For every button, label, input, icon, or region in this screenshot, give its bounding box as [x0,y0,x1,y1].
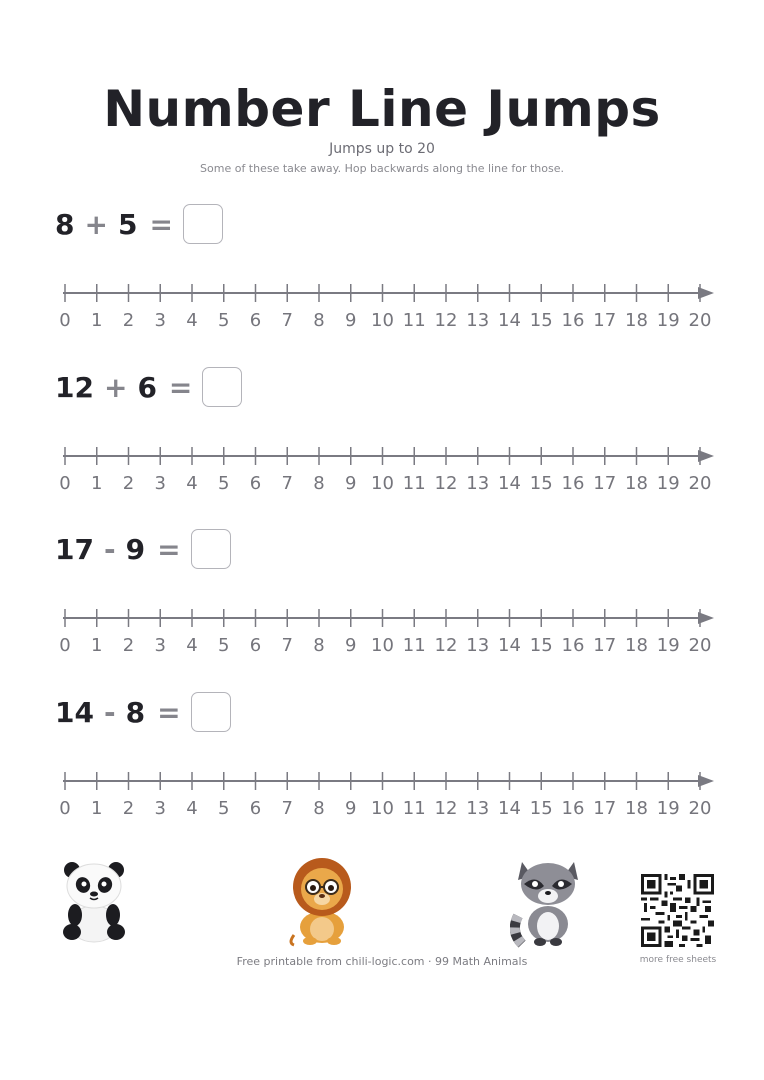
operator: + [103,370,128,404]
number-line-label: 6 [249,473,262,494]
number-line-label: 4 [186,635,198,656]
lion-icon [284,857,360,947]
number-line-label: 5 [218,798,230,819]
number-line-label: 9 [345,310,357,331]
equation [55,366,242,408]
number-line-label: 0 [59,473,71,494]
number-line-label: 16 [561,635,585,656]
operand-a: 17 [55,532,94,566]
number-line-label: 5 [218,310,230,331]
answer-box[interactable] [191,529,231,569]
operand-a: 8 [55,207,75,241]
instructions: Some of these take away. Hop backwards along the line for those. [200,162,564,175]
number-line-label: 5 [218,473,230,494]
number-line-label: 8 [313,473,325,494]
number-line-label: 0 [59,310,71,331]
number-line-label: 20 [688,310,712,331]
operator: - [103,695,116,729]
equation [55,691,231,733]
operator: - [103,532,116,566]
number-line-label: 11 [402,310,426,331]
number-line-label: 1 [91,473,103,494]
number-line-label: 8 [313,635,325,656]
number-line-label: 14 [498,310,521,331]
number-line-label: 11 [402,473,426,494]
number-line-label: 4 [186,473,198,494]
number-line [0,761,764,831]
number-line-label: 15 [529,798,553,819]
problem-1 [0,203,764,363]
number-line-label: 17 [593,473,617,494]
number-line-label: 3 [154,635,166,656]
number-line-label: 0 [59,798,71,819]
equals-sign: = [157,532,181,566]
number-line-label: 7 [281,635,293,656]
number-line-label: 2 [122,798,135,819]
raccoon-icon [510,856,580,948]
number-line-label: 10 [371,310,394,331]
number-line-label: 14 [498,473,521,494]
number-line-label: 12 [434,310,458,331]
number-line-label: 15 [529,635,553,656]
operand-a: 14 [55,695,94,729]
operand-a: 12 [55,370,94,404]
number-line-label: 15 [529,473,553,494]
number-line-label: 11 [402,798,426,819]
number-line-label: 6 [249,798,262,819]
number-line-label: 1 [91,798,103,819]
number-line-label: 17 [593,798,617,819]
number-line-label: 7 [281,798,293,819]
number-line-label: 13 [466,635,490,656]
number-line-label: 14 [498,798,521,819]
number-line-label: 4 [186,310,198,331]
qr-code-icon[interactable] [641,874,714,947]
number-line-label: 18 [625,798,648,819]
number-line-label: 16 [561,310,585,331]
answer-box[interactable] [183,204,223,244]
answer-box[interactable] [202,367,242,407]
equals-sign: = [157,695,181,729]
number-line-label: 7 [281,473,293,494]
number-line-label: 12 [434,473,458,494]
number-line-label: 2 [122,310,135,331]
number-line-label: 19 [656,473,680,494]
number-line-label: 17 [593,635,617,656]
number-line [0,436,764,506]
panda-icon [58,860,130,944]
number-line-label: 20 [688,798,712,819]
number-line-label: 9 [345,798,357,819]
number-line-label: 16 [561,473,585,494]
equals-sign: = [168,370,193,404]
number-line-label: 2 [122,635,135,656]
number-line-label: 1 [91,310,103,331]
number-line-label: 20 [688,473,712,494]
equals-sign: = [149,207,173,241]
operand-b: 6 [137,370,157,404]
number-line-label: 3 [154,473,166,494]
number-line-label: 12 [434,635,458,656]
number-line-label: 13 [466,798,490,819]
equation [55,203,223,245]
qr-caption: more free sheets [639,955,717,965]
number-line-label: 17 [593,310,617,331]
number-line-label: 19 [656,310,680,331]
operand-b: 8 [125,695,146,729]
number-line-label: 0 [59,635,71,656]
number-line-label: 4 [186,798,198,819]
number-line-label: 9 [345,635,357,656]
number-line-label: 10 [371,473,394,494]
number-line-label: 12 [434,798,458,819]
number-line-label: 14 [498,635,521,656]
number-line-label: 5 [218,635,230,656]
answer-box[interactable] [191,692,231,732]
number-line-label: 6 [249,310,262,331]
number-line-label: 7 [281,310,293,331]
number-line-label: 20 [688,635,712,656]
number-line-label: 10 [371,798,394,819]
number-line-label: 3 [154,310,166,331]
problem-2 [0,366,764,526]
number-line-label: 3 [154,798,166,819]
number-line-label: 16 [561,798,585,819]
number-line-label: 6 [249,635,262,656]
number-line-label: 18 [625,310,648,331]
number-line-label: 15 [529,310,553,331]
number-line-label: 13 [466,310,490,331]
operand-b: 9 [125,532,146,566]
problem-4 [0,691,764,851]
number-line-label: 8 [313,310,325,331]
equation [55,528,231,570]
number-line-label: 18 [625,473,648,494]
operand-b: 5 [117,207,138,241]
number-line-label: 10 [371,635,394,656]
page-title: Number Line Jumps [103,80,661,138]
number-line-label: 13 [466,473,490,494]
page-subtitle: Jumps up to 20 [329,141,435,157]
number-line-label: 8 [313,798,325,819]
operator: + [84,207,108,241]
number-line [0,598,764,668]
number-line [0,273,764,343]
number-line-label: 11 [402,635,426,656]
number-line-label: 18 [625,635,648,656]
number-line-label: 19 [656,798,680,819]
number-line-label: 9 [345,473,357,494]
footer-credit: Free printable from chili-logic.com · 99 Math Animals [236,955,528,968]
number-line-label: 19 [656,635,680,656]
number-line-label: 1 [91,635,103,656]
number-line-label: 2 [122,473,135,494]
problem-3 [0,528,764,688]
